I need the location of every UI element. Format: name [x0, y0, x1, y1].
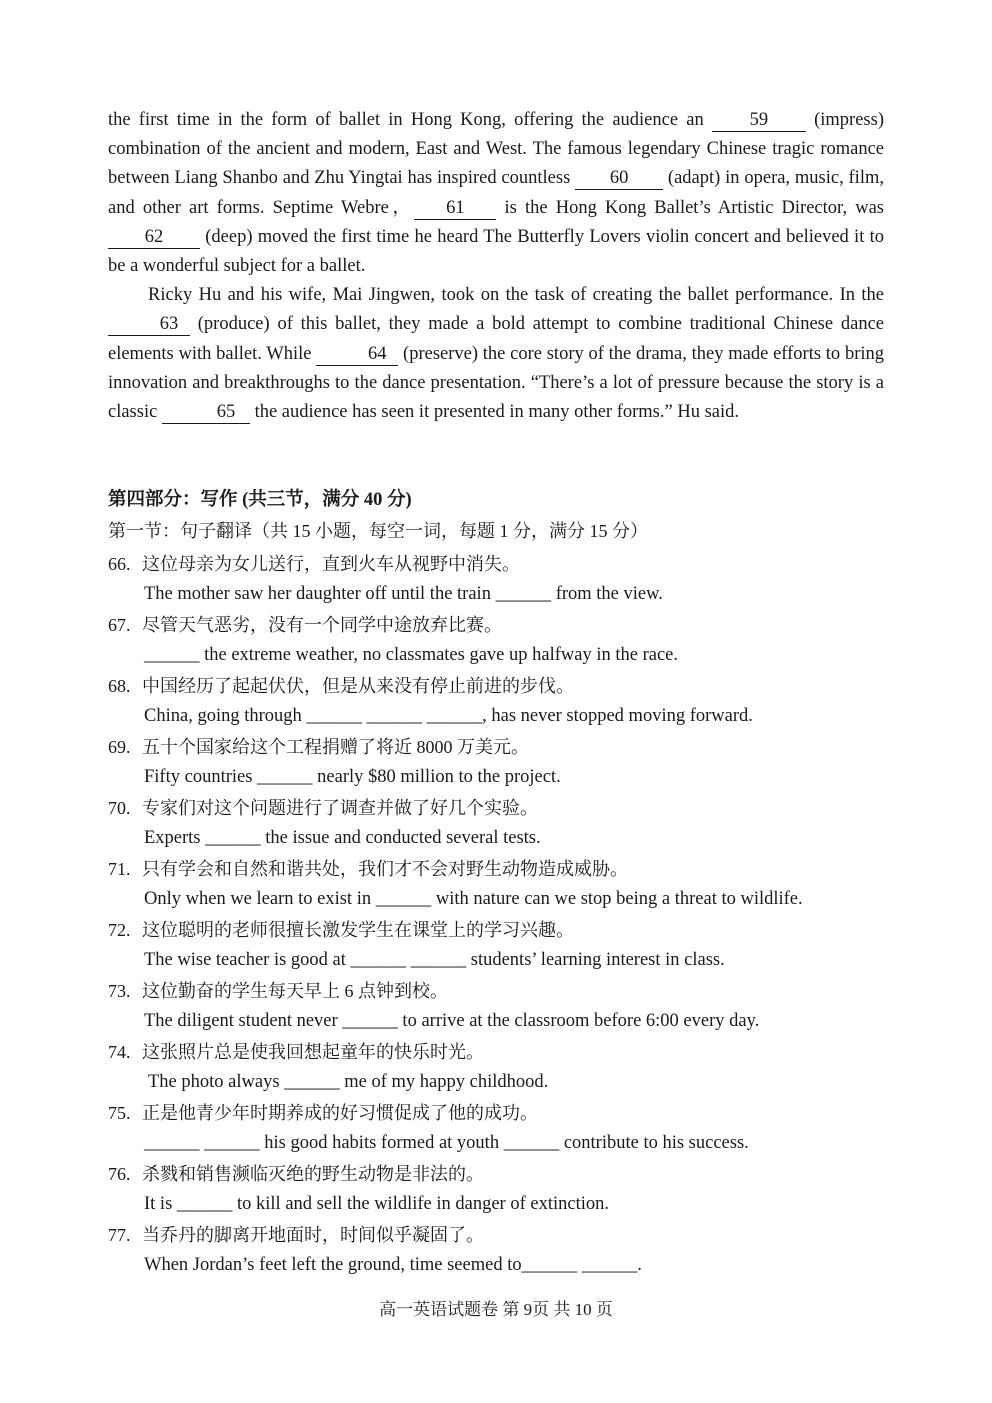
- question-number: 73.: [108, 981, 131, 1001]
- question-71: [108, 854, 898, 915]
- question-75: [108, 1098, 898, 1159]
- reading-passage: [108, 106, 884, 427]
- question-english[interactable]: China, going through ______ ______ ______, has never stopped moving forward.: [144, 706, 753, 726]
- question-number: 70.: [108, 798, 131, 818]
- question-prompt: [108, 976, 898, 1006]
- passage-paragraph-2: [108, 281, 884, 427]
- question-prompt: [108, 793, 898, 823]
- question-prompt: [108, 1037, 898, 1067]
- translation-questions: [108, 549, 898, 1281]
- question-prompt: [108, 732, 898, 762]
- question-prompt: [108, 1220, 898, 1250]
- question-english[interactable]: When Jordan’s feet left the ground, time seemed to______ ______.: [144, 1255, 642, 1275]
- question-70: [108, 793, 898, 854]
- question-prompt: [108, 610, 898, 640]
- question-english[interactable]: Experts ______ the issue and conducted several tests.: [144, 828, 541, 848]
- question-69: [108, 732, 898, 793]
- question-68: [108, 671, 898, 732]
- passage-paragraph-1: [108, 106, 884, 281]
- question-prompt: [108, 671, 898, 701]
- passage-text: the first time in the form of ballet in Hong Kong, offering the audience an: [108, 110, 712, 130]
- blank-63[interactable]: 63: [108, 314, 190, 336]
- question-74: [108, 1037, 898, 1098]
- question-66: [108, 549, 898, 610]
- blank-61[interactable]: 61: [414, 198, 496, 220]
- question-76: [108, 1159, 898, 1220]
- question-number: 71.: [108, 859, 131, 879]
- subsection-title: 第一节：句子翻译（共 15 小题，每空一词，每题 1 分，满分 15 分）: [108, 521, 648, 541]
- question-chinese: 五十个国家给这个工程捐赠了将近 8000 万美元。: [142, 737, 529, 757]
- question-chinese: 这位聪明的老师很擅长激发学生在课堂上的学习兴趣。: [142, 920, 574, 940]
- question-chinese: 只有学会和自然和谐共处，我们才不会对野生动物造成威胁。: [142, 859, 628, 879]
- question-english[interactable]: ______ the extreme weather, no classmates gave up halfway in the race.: [144, 645, 679, 665]
- blank-65[interactable]: 65: [162, 402, 250, 424]
- question-prompt: [108, 854, 898, 884]
- question-77: [108, 1220, 898, 1281]
- question-english[interactable]: It is ______ to kill and sell the wildlife in danger of extinction.: [144, 1194, 609, 1214]
- question-english[interactable]: The mother saw her daughter off until the train ______ from the view.: [144, 584, 663, 604]
- question-chinese: 这张照片总是使我回想起童年的快乐时光。: [142, 1042, 484, 1062]
- question-chinese: 正是他青少年时期养成的好习惯促成了他的成功。: [142, 1103, 538, 1123]
- question-number: 68.: [108, 676, 131, 696]
- question-prompt: [108, 1159, 898, 1189]
- question-number: 69.: [108, 737, 131, 757]
- blank-59[interactable]: 59: [712, 110, 806, 132]
- question-english[interactable]: ______ ______ his good habits formed at youth ______ contribute to his success.: [144, 1133, 749, 1153]
- question-number: 66.: [108, 554, 131, 574]
- passage-text: (impress) combination of the ancient and modern, East and West. The famous legendary Chinese tragic romance between Liang Shanbo and Zhu Yingtai has inspired countless: [108, 110, 884, 189]
- question-english[interactable]: Fifty countries ______ nearly $80 million to the project.: [144, 767, 561, 787]
- question-73: [108, 976, 898, 1037]
- question-chinese: 杀戮和销售濒临灭绝的野生动物是非法的。: [142, 1164, 484, 1184]
- question-chinese: 这位勤奋的学生每天早上 6 点钟到校。: [142, 981, 448, 1001]
- question-english[interactable]: The photo always ______ me of my happy childhood.: [148, 1072, 549, 1092]
- question-prompt: [108, 1098, 898, 1128]
- question-chinese: 尽管天气恶劣，没有一个同学中途放弃比赛。: [142, 615, 502, 635]
- section-title: 第四部分：写作 (共三节，满分 40 分): [108, 490, 412, 510]
- question-number: 75.: [108, 1103, 131, 1123]
- blank-64[interactable]: 64: [316, 344, 398, 366]
- passage-text: Ricky Hu and his wife, Mai Jingwen, took on the task of creating the ballet performance. In the: [148, 285, 884, 306]
- question-67: [108, 610, 898, 671]
- passage-text: (produce) of this ballet, they made a bold attempt to combine traditional Chinese dance elements with ballet. While: [108, 314, 884, 364]
- question-prompt: [108, 915, 898, 945]
- blank-60[interactable]: 60: [575, 168, 663, 190]
- passage-text: (preserve) the core story of the drama, they made efforts to bring innovation and breakthroughs to the dance presentation. “There’s a lot of pressure because the story is a classic: [108, 343, 884, 423]
- question-number: 67.: [108, 615, 131, 635]
- question-number: 77.: [108, 1225, 131, 1245]
- question-chinese: 这位母亲为女儿送行，直到火车从视野中消失。: [142, 554, 520, 574]
- question-chinese: 当乔丹的脚离开地面时，时间似乎凝固了。: [142, 1225, 484, 1245]
- question-english[interactable]: Only when we learn to exist in ______ with nature can we stop being a threat to wildlife.: [144, 889, 803, 909]
- question-72: [108, 915, 898, 976]
- passage-text: is the Hong Kong Ballet’s Artistic Director, was: [496, 197, 884, 218]
- passage-text: the audience has seen it presented in many other forms.” Hu said.: [249, 402, 740, 423]
- question-number: 72.: [108, 920, 131, 940]
- question-number: 74.: [108, 1042, 131, 1062]
- question-prompt: [108, 549, 898, 579]
- question-chinese: 中国经历了起起伏伏，但是从来没有停止前进的步伐。: [142, 676, 574, 696]
- question-english[interactable]: The diligent student never ______ to arrive at the classroom before 6:00 every day.: [144, 1011, 760, 1031]
- question-number: 76.: [108, 1164, 131, 1184]
- passage-text: (adapt) in opera, music, film, and other art forms. Septime Webre，: [108, 168, 884, 218]
- passage-text: (deep) moved the first time he heard The Butterfly Lovers violin concert and believed it to be a wonderful subject for a ballet.: [108, 226, 884, 277]
- question-english[interactable]: The wise teacher is good at ______ ______ students’ learning interest in class.: [144, 950, 725, 970]
- page-footer: 高一英语试题卷 第 9页 共 10 页: [379, 1300, 613, 1319]
- question-chinese: 专家们对这个问题进行了调查并做了好几个实验。: [142, 798, 538, 818]
- blank-62[interactable]: 62: [108, 227, 200, 249]
